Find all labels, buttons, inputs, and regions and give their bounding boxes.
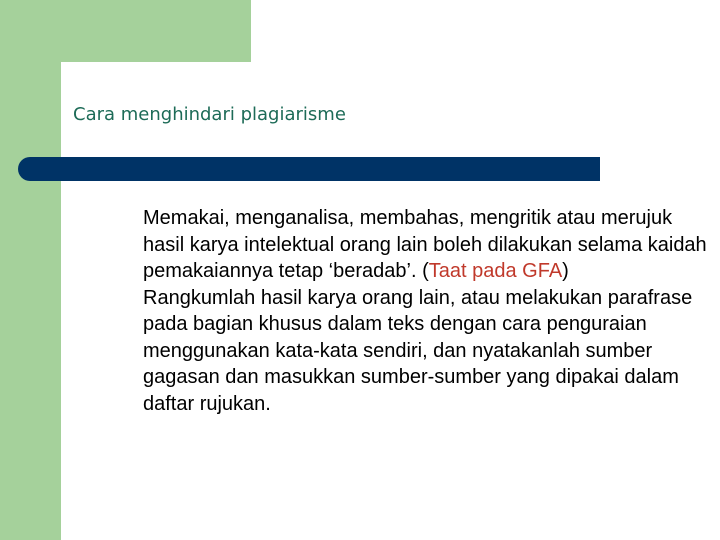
slide-title: Cara menghindari plagiarisme [73,104,346,125]
paragraph-2 [143,285,708,418]
paragraph-1 [143,205,708,285]
paragraph-1-close: ) [562,260,569,282]
paragraph-2-text: Rangkumlah hasil karya orang lain, atau melakukan parafrase pada bagian khusus dalam teks dengan cara penguraian menggunakan kata-kata sendiri, dan nyatakanlah sumber gagasan dan masukkan sumber-sumber yang dipakai dalam daftar rujukan. [143,286,693,415]
gfa-highlight: Taat pada GFA [428,260,563,282]
green-accent-band-left [0,0,61,540]
title-divider-bar [18,157,600,181]
slide-body [143,205,708,417]
paragraph-1-text: Memakai, menganalisa, membahas, mengritik atau merujuk hasil karya intelektual orang lain boleh dilakukan selama kaidah pemakaiannya tetap ‘beradab’. ( [143,207,707,282]
